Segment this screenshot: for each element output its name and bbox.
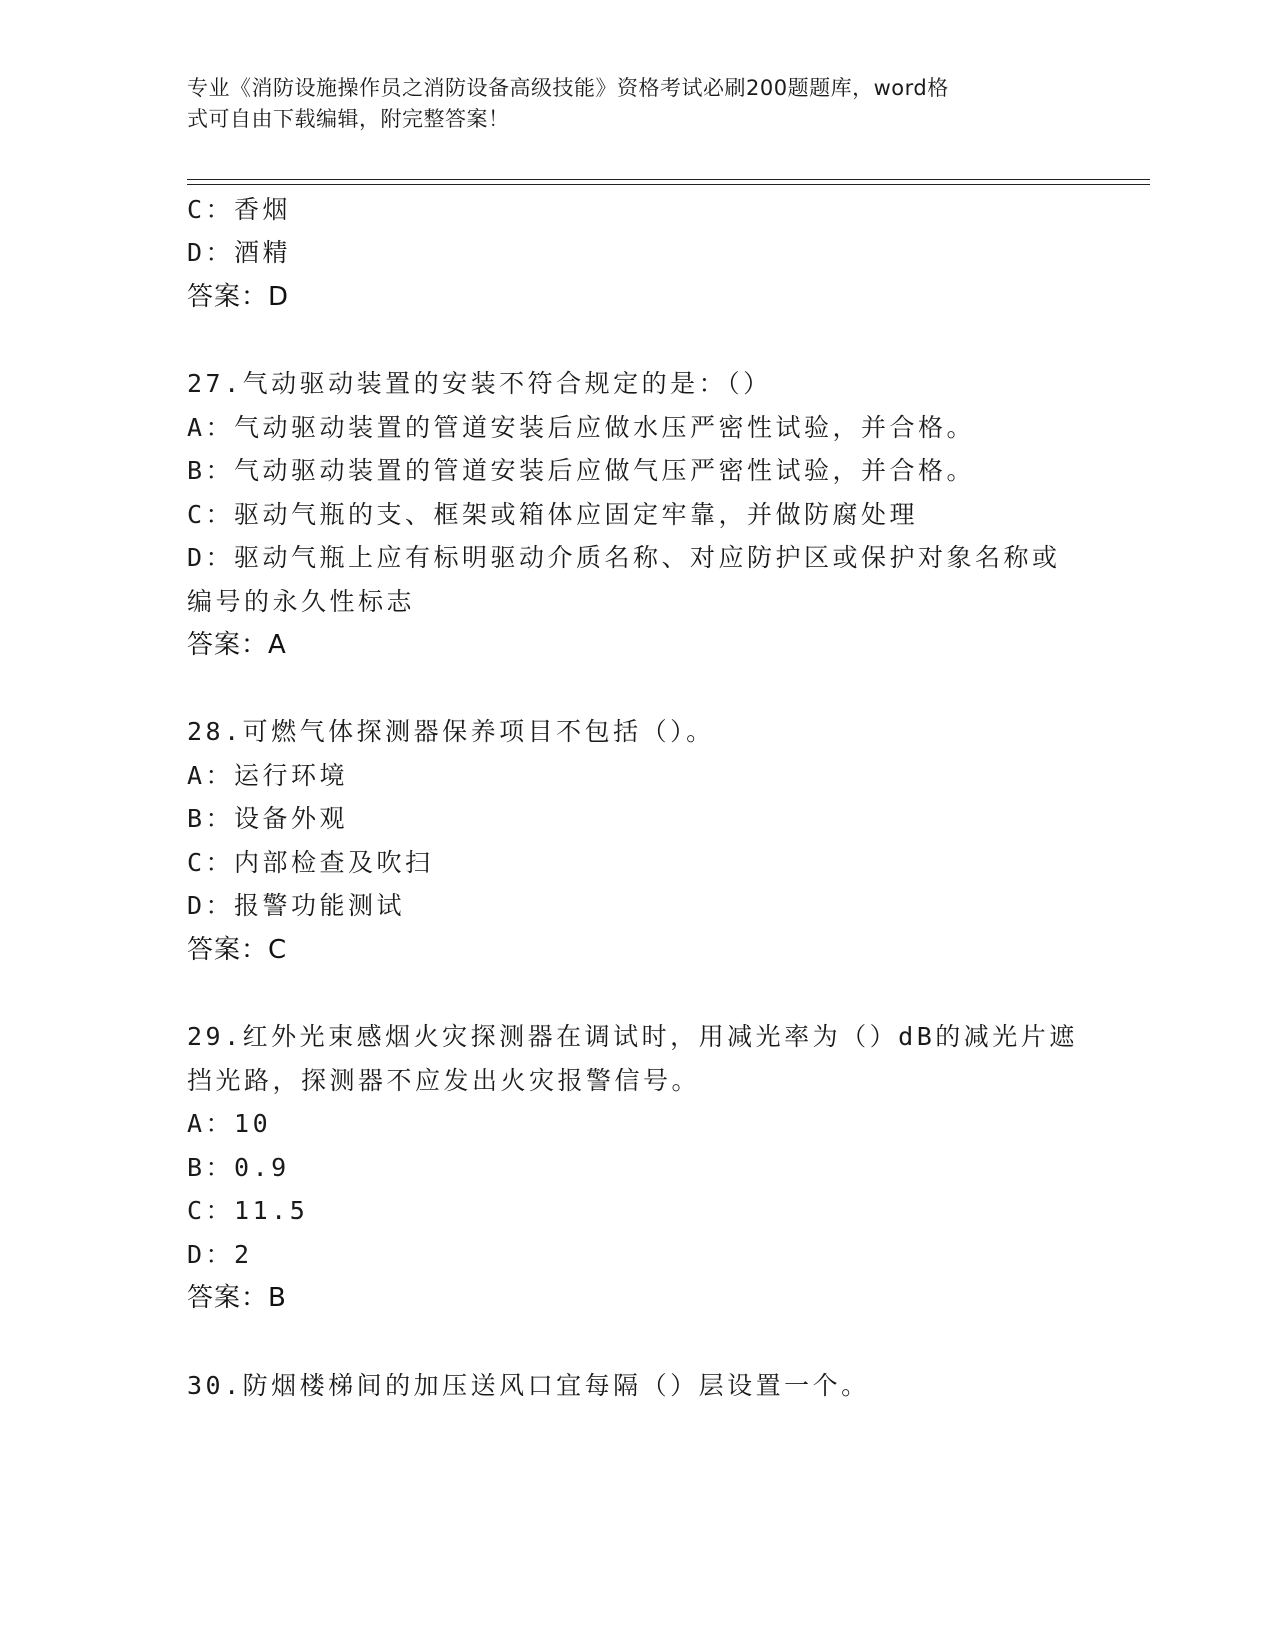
q26-answer: 答案：D xyxy=(187,282,290,312)
q28-option-b: B：设备外观 xyxy=(187,804,349,833)
q29-stem-line-2: 挡光路，探测器不应发出火灾报警信号。 xyxy=(187,1066,701,1095)
q27-option-a: A：气动驱动装置的管道安装后应做水压严密性试验，并合格。 xyxy=(187,413,976,442)
q27-option-d-line-1: D：驱动气瓶上应有标明驱动介质名称、对应防护区或保护对象名称或 xyxy=(187,543,1061,572)
q26-option-c: C：香烟 xyxy=(187,195,292,224)
header-divider-bottom xyxy=(187,184,1150,185)
q27-option-c: C：驱动气瓶的支、框架或箱体应固定牢靠，并做防腐处理 xyxy=(187,500,919,529)
q27-answer: 答案：A xyxy=(187,630,287,660)
header-line-1: 专业《消防设施操作员之消防设备高级技能》资格考试必刷200题题库，word格 xyxy=(187,76,949,100)
q27-stem: 27.气动驱动装置的安装不符合规定的是：（） xyxy=(187,369,772,398)
q29-answer: 答案：B xyxy=(187,1283,287,1313)
page-header xyxy=(187,73,1087,135)
q29-option-a: A：10 xyxy=(187,1109,272,1138)
q28-option-c: C：内部检查及吹扫 xyxy=(187,848,434,877)
header-line-2: 式可自由下载编辑，附完整答案！ xyxy=(187,107,510,131)
q28-option-a: A：运行环境 xyxy=(187,761,349,790)
q28-answer: 答案：C xyxy=(187,935,288,965)
q29-option-d: D：2 xyxy=(187,1240,253,1269)
q29-option-b: B：0.9 xyxy=(187,1153,290,1182)
q28-stem: 28.可燃气体探测器保养项目不包括（）。 xyxy=(187,717,715,746)
q27-option-d-line-2: 编号的永久性标志 xyxy=(187,587,416,616)
q27-option-b: B：气动驱动装置的管道安装后应做气压严密性试验，并合格。 xyxy=(187,456,976,485)
q26-option-d: D：酒精 xyxy=(187,238,292,267)
q28-option-d: D：报警功能测试 xyxy=(187,891,406,920)
q30-stem: 30.防烟楼梯间的加压送风口宜每隔（）层设置一个。 xyxy=(187,1371,870,1400)
q29-stem-line-1: 29.红外光束感烟火灾探测器在调试时，用减光率为（）dB的减光片遮 xyxy=(187,1022,1078,1051)
header-divider-top xyxy=(187,179,1150,180)
q29-option-c: C：11.5 xyxy=(187,1196,309,1225)
